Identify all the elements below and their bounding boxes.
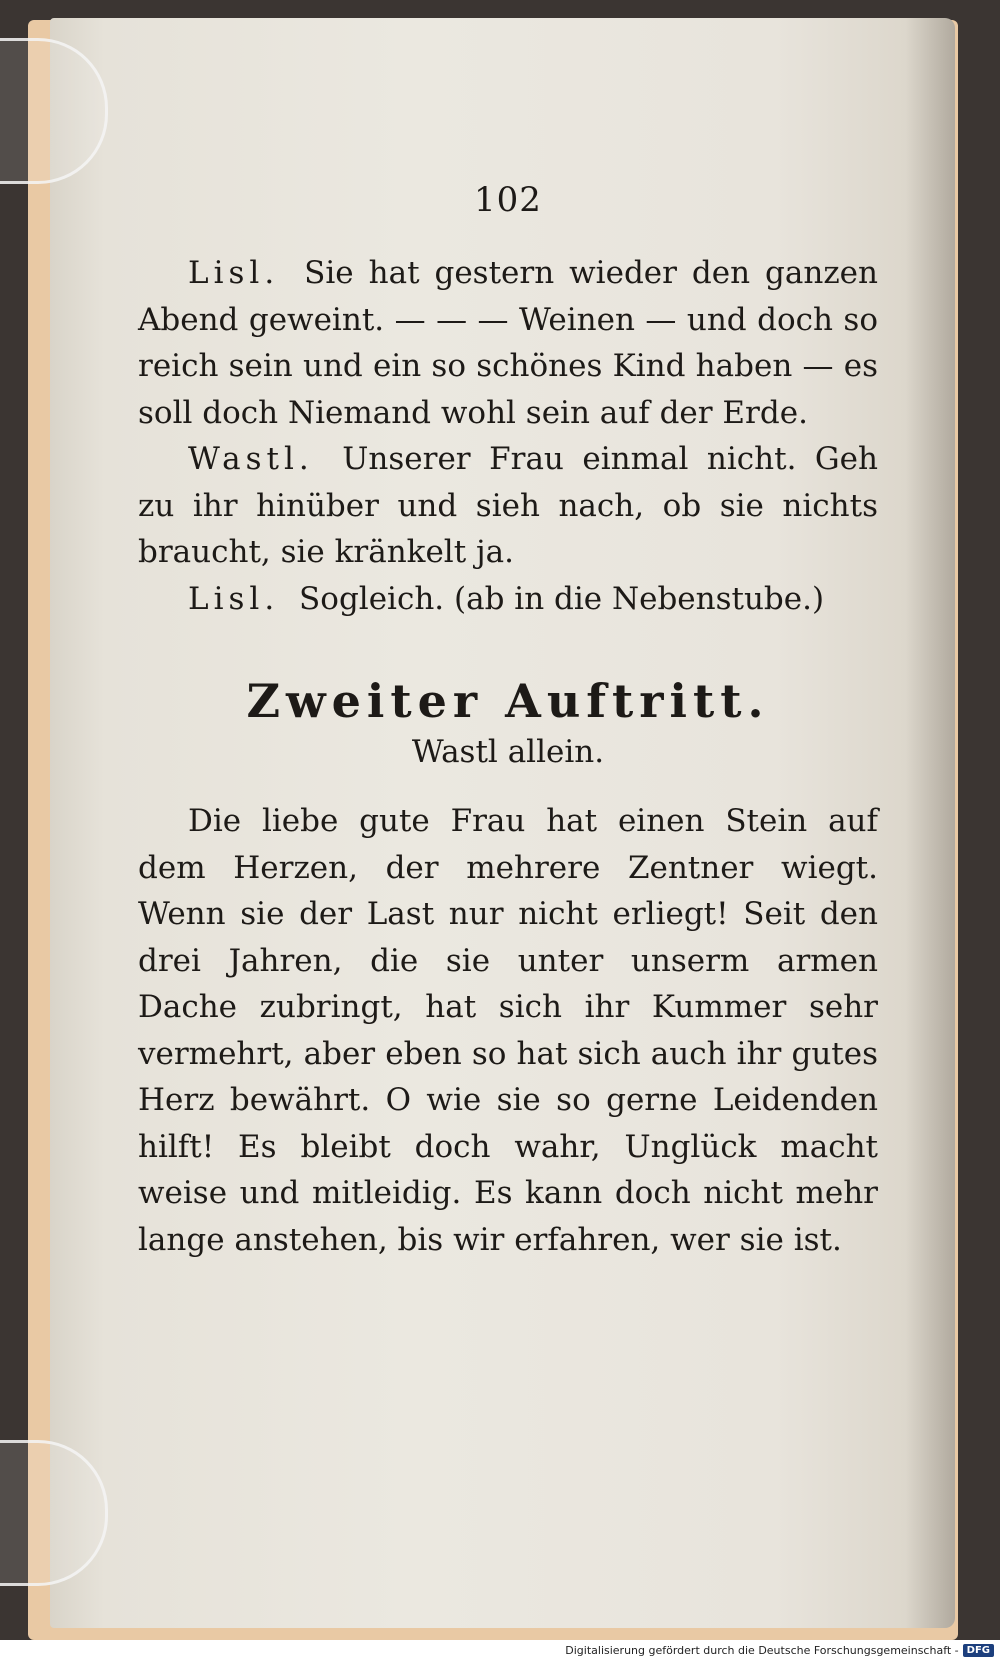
speaker-name: Lisl.	[188, 255, 280, 291]
footer-credit-text: Digitalisierung gefördert durch die Deutsche Forschungsgemeinschaft -	[565, 1644, 959, 1657]
dialogue-text: Sogleich. (ab in die Nebenstube.)	[299, 580, 825, 617]
dialogue-line	[138, 576, 878, 623]
dialogue-text: Sie hat gestern wieder den ganzen Abend geweint. — — — Weinen — und doch so reich sein und ein so schönes Kind haben — es soll doch Niemand wohl sein auf der Erde.	[138, 255, 878, 431]
dialogue-text: Unserer Frau einmal nicht. Geh zu ihr hinüber und sieh nach, ob sie nichts braucht, sie kränkelt ja.	[138, 441, 878, 570]
page-content	[138, 180, 878, 1263]
dialogue-line	[138, 250, 878, 436]
speaker-name: Lisl.	[188, 580, 280, 617]
dfg-logo-icon: DFG	[963, 1644, 994, 1657]
page-number: 102	[474, 180, 542, 220]
dialogue-line	[138, 436, 878, 576]
page-gutter-shadow	[905, 18, 955, 1628]
scene-subheading: Wastl allein.	[411, 734, 605, 770]
speaker-name: Wastl.	[188, 441, 314, 477]
monologue-paragraph: Die liebe gute Frau hat einen Stein auf dem Herzen, der mehrere Zentner wiegt. Wenn sie der Last nur nicht erliegt! Seit den drei Jahren, die sie unter unserm armen Dache zubringt, hat sich ihr Kummer sehr vermehrt, aber eben so hat sich auch ihr gutes Herz bewährt. O wie sie so gerne Leidenden hilft! Es bleibt doch wahr, Unglück macht weise und mitleidig. Es kann doch nicht mehr lange anstehen, bis wir erfahren, wer sie ist.	[138, 803, 878, 1258]
digitization-footer	[0, 1640, 1000, 1661]
scene-heading: Zweiter Auftritt.	[246, 674, 770, 728]
